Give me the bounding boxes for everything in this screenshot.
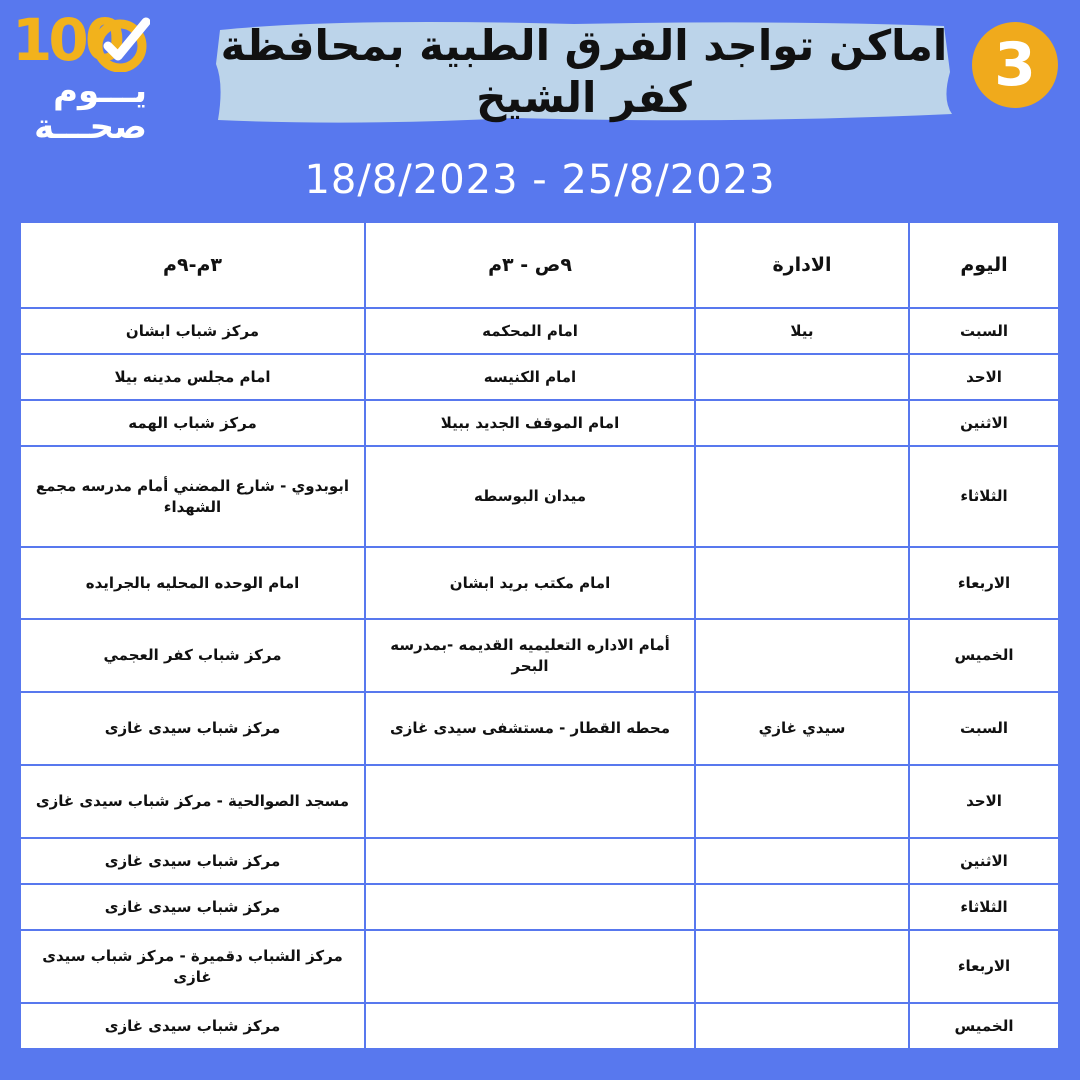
table-row [20,692,1059,765]
cell-evening: مركز الشباب دقميرة - مركز شباب سيدى غازى [20,930,365,1003]
cell-morning: امام المحكمه [365,308,695,354]
table-row [20,765,1059,838]
cell-day: الاربعاء [909,547,1059,619]
cell-administration [695,547,909,619]
cell-administration [695,884,909,930]
cell-administration [695,400,909,446]
logo [12,6,147,147]
header-day: اليوم [909,222,1059,308]
cell-administration [695,838,909,884]
cell-morning [365,838,695,884]
cell-evening: امام الوحده المحليه بالجرايده [20,547,365,619]
header-row [20,222,1059,308]
cell-morning: أمام الاداره التعليميه القديمه -بمدرسه البحر [365,619,695,692]
logo-line-2: صحـــة [34,107,147,147]
cell-day: الثلاثاء [909,884,1059,930]
logo-number: 100 [12,6,122,74]
date-range: 18/8/2023 - 25/8/2023 [304,157,776,203]
cell-evening: ابوبدوي - شارع المضني أمام مدرسه مجمع الشهداء [20,446,365,547]
table-row [20,1003,1059,1049]
cell-administration [695,446,909,547]
cell-administration [695,1003,909,1049]
cell-administration: بيلا [695,308,909,354]
cell-evening: مركز شباب سيدى غازى [20,838,365,884]
cell-evening: مركز شباب سيدى غازى [20,1003,365,1049]
step-number-badge: 3 [972,22,1058,108]
table-row [20,308,1059,354]
logo-line-1: يـــوم [53,71,147,111]
table-row [20,400,1059,446]
cell-day: السبت [909,308,1059,354]
header-evening-shift: ٣م-٩م [20,222,365,308]
cell-day: الخميس [909,619,1059,692]
cell-morning: محطه القطار - مستشفى سيدى غازى [365,692,695,765]
cell-evening: مركز شباب ابشان [20,308,365,354]
cell-day: الاحد [909,765,1059,838]
cell-evening: مركز شباب الهمه [20,400,365,446]
header-morning-shift: ٩ص - ٣م [365,222,695,308]
cell-day: السبت [909,692,1059,765]
cell-morning [365,1003,695,1049]
cell-day: الخميس [909,1003,1059,1049]
cell-administration [695,354,909,400]
header-administration: الادارة [695,222,909,308]
cell-day: الاثنين [909,400,1059,446]
cell-evening: مسجد الصوالحية - مركز شباب سيدى غازى [20,765,365,838]
cell-day: الثلاثاء [909,446,1059,547]
table-row [20,619,1059,692]
cell-evening: مركز شباب كفر العجمي [20,619,365,692]
cell-day: الاربعاء [909,930,1059,1003]
cell-morning [365,930,695,1003]
table-row [20,354,1059,400]
cell-morning: ميدان البوسطه [365,446,695,547]
cell-morning: امام الكنيسه [365,354,695,400]
cell-morning [365,884,695,930]
table-row [20,446,1059,547]
cell-day: الاحد [909,354,1059,400]
cell-administration [695,930,909,1003]
checkmark-icon [90,16,150,72]
table-row [20,930,1059,1003]
table-row [20,547,1059,619]
cell-morning: امام مكتب بريد ابشان [365,547,695,619]
cell-administration [695,765,909,838]
schedule-table [19,221,1060,1050]
cell-morning [365,765,695,838]
cell-morning: امام الموقف الجديد ببيلا [365,400,695,446]
table-row [20,884,1059,930]
table-row [20,838,1059,884]
cell-administration: سيدي غازي [695,692,909,765]
cell-evening: مركز شباب سيدى غازى [20,884,365,930]
cell-day: الاثنين [909,838,1059,884]
cell-administration [695,619,909,692]
page-title: اماكن تواجد الفرق الطبية بمحافظة كفر الشيخ [220,21,948,122]
title-banner [214,14,954,128]
cell-evening: مركز شباب سيدى غازى [20,692,365,765]
cell-evening: امام مجلس مدينه بيلا [20,354,365,400]
